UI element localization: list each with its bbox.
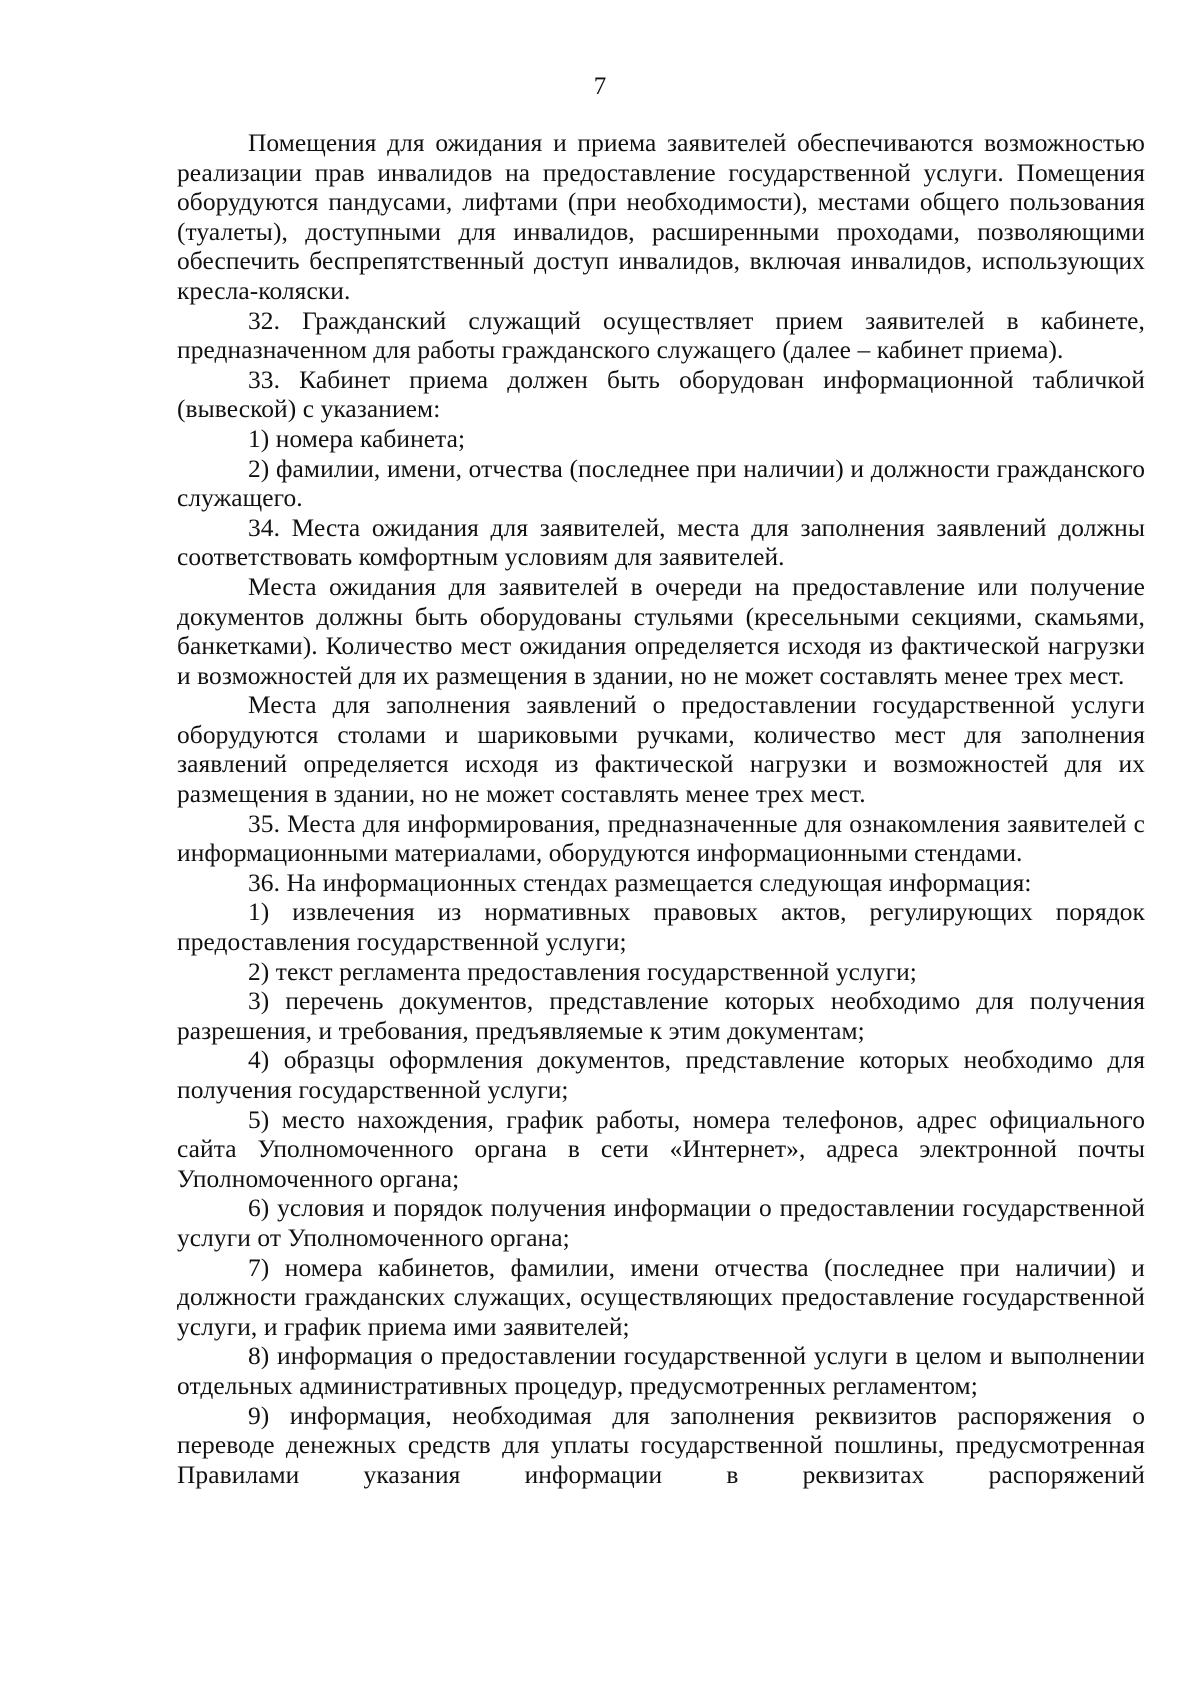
list-item-36-9: 9) информация, необходимая для заполнения реквизитов распоряжения о переводе денежных средств для уплаты государственной пошлины, предусмотренная Правилами указания информации в реквизитах распоряжений <box>177 1401 1145 1489</box>
paragraph-35: 35. Места для информирования, предназначенные для ознакомления заявителей с информационными материалами, оборудуются информационными стендами. <box>177 809 1145 868</box>
list-item-36-4: 4) образцы оформления документов, представление которых необходимо для получения государственной услуги; <box>177 1046 1145 1104</box>
list-item-36-6: 6) условия и порядок получения информации о предоставлении государственной услуги от Уполномоченного органа; <box>177 1194 1145 1252</box>
paragraph-33: 33. Кабинет приема должен быть оборудован информационной табличкой (вывеской) с указанием: <box>177 365 1145 424</box>
paragraph-32: 32. Гражданский служащий осуществляет прием заявителей в кабинете, предназначенном для работы гражданского служащего (далее – кабинет приема). <box>177 306 1145 365</box>
list-item-36-5: 5) место нахождения, график работы, номера телефонов, адрес официального сайта Уполномоченного органа в сети «Интернет», адреса электронной почты Уполномоченного органа; <box>177 1105 1145 1193</box>
paragraph-waiting-places: Места ожидания для заявителей в очереди на предоставление или получение документов должны быть оборудованы стульями (кресельными секциями, скамьями, банкетками). Количество мест ожидания определяется исходя из фактической нагрузки и возможностей для их размещения в здании, но не может составлять менее трех мест. <box>177 572 1145 690</box>
paragraph-filling-places: Места для заполнения заявлений о предоставлении государственной услуги оборудуются столами и шариковыми ручками, количество мест для заполнения заявлений определяется исходя из фактической нагрузки и возможностей для их размещения в здании, но не может составлять менее трех мест. <box>177 691 1145 809</box>
list-item-36-7: 7) номера кабинетов, фамилии, имени отчества (последнее при наличии) и должности гражданских служащих, осуществляющих предоставление государственной услуги, и график приема ими заявителей; <box>177 1253 1145 1341</box>
paragraph-36: 36. На информационных стендах размещается следующая информация: <box>248 868 1032 897</box>
paragraph-accessibility: Помещения для ожидания и приема заявителей обеспечиваются возможностью реализации прав инвалидов на предоставление государственной услуги. Помещения оборудуются пандусами, лифтами (при необходимости), местами общего пользования (туалеты), доступными для инвалидов, расширенными проходами, позволяющими обеспечить беспрепятственный доступ инвалидов, включая инвалидов, использующих кресла-коляски. <box>177 129 1145 305</box>
list-item-36-2: 2) текст регламента предоставления государственной услуги; <box>248 957 917 986</box>
list-item-36-8: 8) информация о предоставлении государственной услуги в целом и выполнении отдельных административных процедур, предусмотренных регламентом; <box>177 1342 1145 1400</box>
list-item-33-1: 1) номера кабинета; <box>248 424 466 453</box>
list-item-36-3: 3) перечень документов, представление которых необходимо для получения разрешения, и требования, предъявляемые к этим документам; <box>177 987 1145 1045</box>
page-number: 7 <box>593 73 607 100</box>
paragraph-34: 34. Места ожидания для заявителей, места для заполнения заявлений должны соответствовать комфортным условиям для заявителей. <box>177 513 1145 572</box>
list-item-33-2: 2) фамилии, имени, отчества (последнее при наличии) и должности гражданского служащего. <box>177 454 1145 513</box>
document-body <box>177 129 1145 1490</box>
list-item-36-1: 1) извлечения из нормативных правовых актов, регулирующих порядок предоставления государственной услуги; <box>177 898 1145 957</box>
